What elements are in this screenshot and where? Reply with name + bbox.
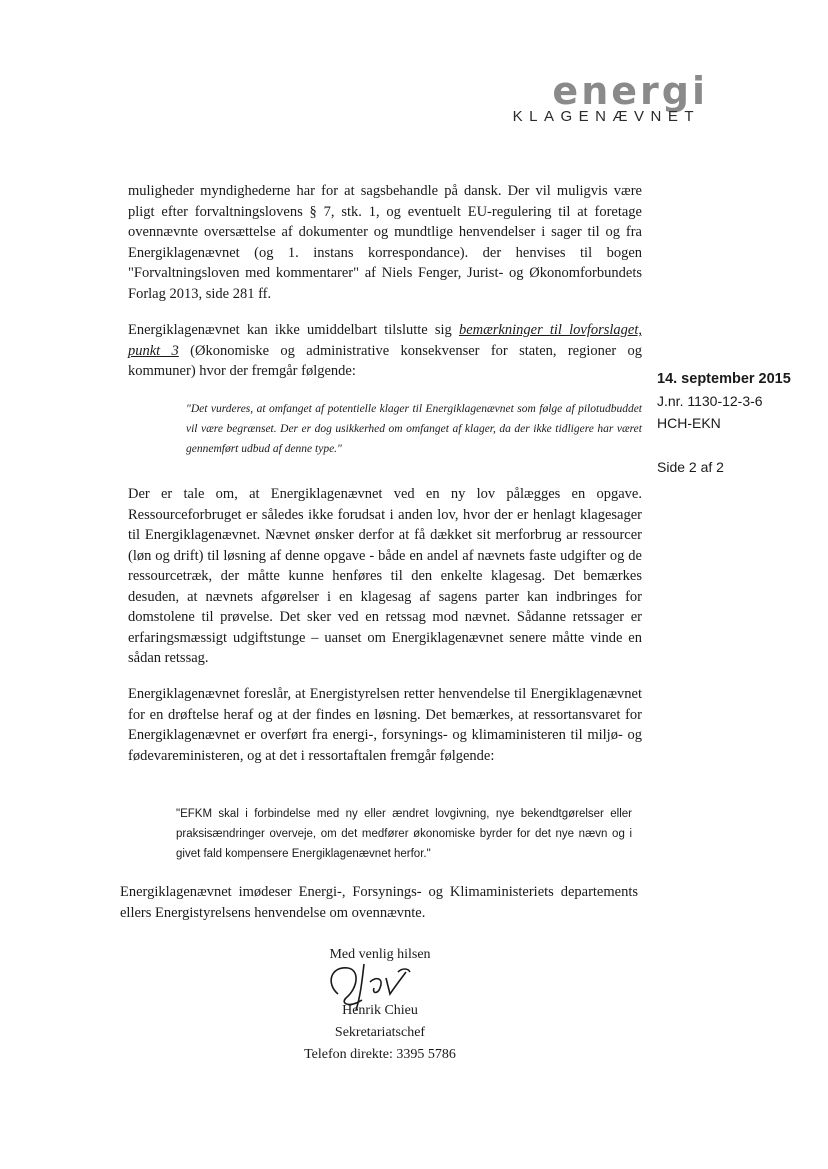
direct-phone: Telefon direkte: 3395 5786 xyxy=(304,1047,456,1062)
logo-subtitle: KLAGENÆVNET xyxy=(512,108,700,125)
signature-block xyxy=(280,944,480,1066)
letter-date: 14. september 2015 xyxy=(657,371,791,387)
paragraph-4: Energiklagenævnet foreslår, at Energistyrelsen retter henvendelse til Energiklagenævnet for en drøftelse heraf og at der findes en løsning. Det bemærkes, at ressortansvaret for Energiklagenævnet er overført fra energi-, forsynings- og klimaministeren til miljø- og fødevareministeren, og at det i ressortaftalen fremgår følgende: xyxy=(128,686,642,764)
letter-meta xyxy=(657,368,817,478)
journal-number: J.nr. 1130-12-3-6 xyxy=(657,393,763,409)
paragraph-2 xyxy=(128,320,642,382)
greeting: Med venlig hilsen xyxy=(329,947,431,962)
quote-ressortaftale: "EFKM skal i forbindelse med ny eller ændret lovgivning, nye bekendtgørelser eller praksisændringer overveje, om det medfører økonomiske byrder for det nye nævn og i givet fald kompensere Energiklagenævnet herfor." xyxy=(176,808,632,860)
case-initials: HCH-EKN xyxy=(657,415,721,431)
paragraph-2-pre: Energiklagenævnet kan ikke umiddelbart tilslutte sig xyxy=(128,322,459,338)
logo-word: energi xyxy=(552,69,708,113)
paragraph-2-post: (Økonomiske og administrative konsekvenser for staten, regioner og kommuner) hvor der fremgår følgende: xyxy=(128,342,643,379)
signatory-title: Sekretariatschef xyxy=(334,1025,426,1040)
page-number: Side 2 af 2 xyxy=(657,459,724,475)
signatory-name: Henrik Chieu xyxy=(342,1003,418,1018)
paragraph-1: muligheder myndighederne har for at sagsbehandle på dansk. Der vil muligvis være pligt efter forvaltningslovens § 7, stk. 1, og eventuelt EU-regulering til at foretage ovennævnte oversættelse af dokumenter og mundtlige henvendelser i sager til og fra Energiklagenævnet (og 1. instans korrespondance). der henvises til bogen "Forvaltningsloven med kommentarer" af Niels Fenger, Jurist- og Økonomforbundets Forlag 2013, side 281 ff. xyxy=(128,183,642,302)
paragraph-5: Energiklagenævnet imødeser Energi-, Forsynings- og Klimaministeriets departements ellers Energistyrelsens henvendelse om ovennævnte. xyxy=(120,884,638,921)
quote-bill-remarks: "Det vurderes, at omfanget af potentielle klager til Energiklagenævnet som følge af pilotudbuddet vil være begrænset. Der er dog usikkerhed om omfanget af klager, da der ikke tidligere har været gennemført udbud af denne type." xyxy=(186,403,642,455)
paragraph-3: Der er tale om, at Energiklagenævnet ved en ny lov pålægges en opgave. Ressourceforbruget er således ikke forudsat i anden lov, hvor der er henlagt klagesager til Energiklagenævnet. Nævnet ønsker derfor at få dækket sit merforbrug ar ressourcer (løn og drift) til løsning af denne opgave - både en andel af nævnets faste udgifter og de ressourcetræk, der måtte kunne henføres til den enkelte klagesag. Det bemærkes desuden, at nævnets afgørelser i en klagesag af sagens parter kan indbringes for domstolene til prøvelse. Det sker ved en retssag mod nævnet. Sådanne retssager er erfaringsmæssigt udgiftstunge – uanset om Energiklagenævnet senere måtte vinde en sådan retssag. xyxy=(128,486,642,666)
bill-remarks-link[interactable]: bemærkninger til lovforslaget, punkt 3 xyxy=(128,322,642,359)
